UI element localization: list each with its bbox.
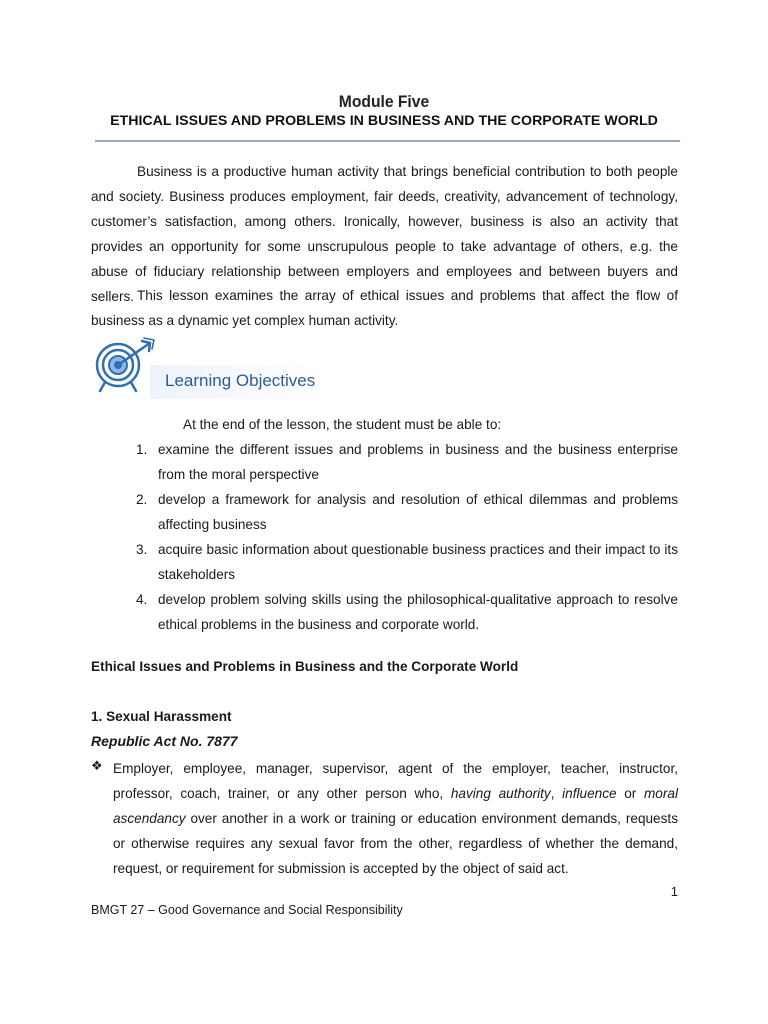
objective-number: 3. <box>136 542 148 557</box>
section-heading: Ethical Issues and Problems in Business and the Corporate World <box>91 659 519 674</box>
objective-item <box>136 487 678 537</box>
learning-objectives-label: Learning Objectives <box>165 371 316 390</box>
definition-emphasis: having authority <box>450 786 551 801</box>
sub-heading-sexual-harassment: 1. Sexual Harassment <box>91 709 232 724</box>
diamond-bullet-icon: ❖ <box>91 759 103 774</box>
objective-text: examine the different issues and problems in business and the business enterprise from the moral perspective <box>158 442 678 482</box>
intro-paragraph-2 <box>91 283 678 333</box>
definition-text-part: over another in a work or training or education environment demands, requests or otherwise requires any sexual favor from the other, regardless of whether the demand, request, or requirement for submission is accepted by the object of said act. <box>113 811 678 876</box>
objective-number: 1. <box>136 442 148 457</box>
objective-text: develop a framework for analysis and resolution of ethical dilemmas and problems affecting business <box>158 492 678 532</box>
definition-bullet <box>91 756 678 881</box>
definition-text-part: or <box>616 786 644 801</box>
objective-text: develop problem solving skills using the philosophical-qualitative approach to resolve ethical problems in the business and corporate world. <box>158 592 678 632</box>
module-subtitle: ETHICAL ISSUES AND PROBLEMS IN BUSINESS AND THE CORPORATE WORLD <box>110 113 658 129</box>
page-number: 1 <box>670 884 678 899</box>
objective-item <box>136 437 678 487</box>
objective-item <box>136 537 678 587</box>
law-heading: Republic Act No. 7877 <box>91 733 238 749</box>
definition-emphasis: moral ascendancy <box>113 786 678 826</box>
objective-item <box>136 587 678 637</box>
objectives-intro: At the end of the lesson, the student must be able to: <box>183 417 502 432</box>
intro-paragraph-2-text: This lesson examines the array of ethical issues and problems that affect the flow of business as a dynamic yet complex human activity. <box>91 288 678 328</box>
objective-number: 2. <box>136 492 148 507</box>
footer-course: BMGT 27 – Good Governance and Social Responsibility <box>91 903 403 917</box>
module-title: Module Five <box>338 92 430 111</box>
definition-text <box>113 756 678 881</box>
target-arrow-icon <box>94 337 158 393</box>
objective-text: acquire basic information about questionable business practices and their impact to its stakeholders <box>158 542 678 582</box>
definition-text-part: , <box>550 786 563 801</box>
definition-emphasis: influence <box>562 786 617 801</box>
objective-number: 4. <box>136 592 148 607</box>
definition-text-part: Employer, employee, manager, supervisor, agent of the employer, teacher, instructor, professor, coach, trainer, or any other person who, <box>113 761 678 801</box>
objectives-list <box>136 437 678 637</box>
title-divider <box>95 140 680 142</box>
intro-paragraph-1-text: Business is a productive human activity that brings beneficial contribution to both people and society. Business produces employment, fair deeds, creativity, advancement of technology, customer’s satisfaction, among others. Ironically, however, business is also an activity that provides an opportunity for some unscrupulous people to take advantage of others, e.g. the abuse of fiduciary relationship between employers and employees and between buyers and sellers. <box>91 164 678 304</box>
